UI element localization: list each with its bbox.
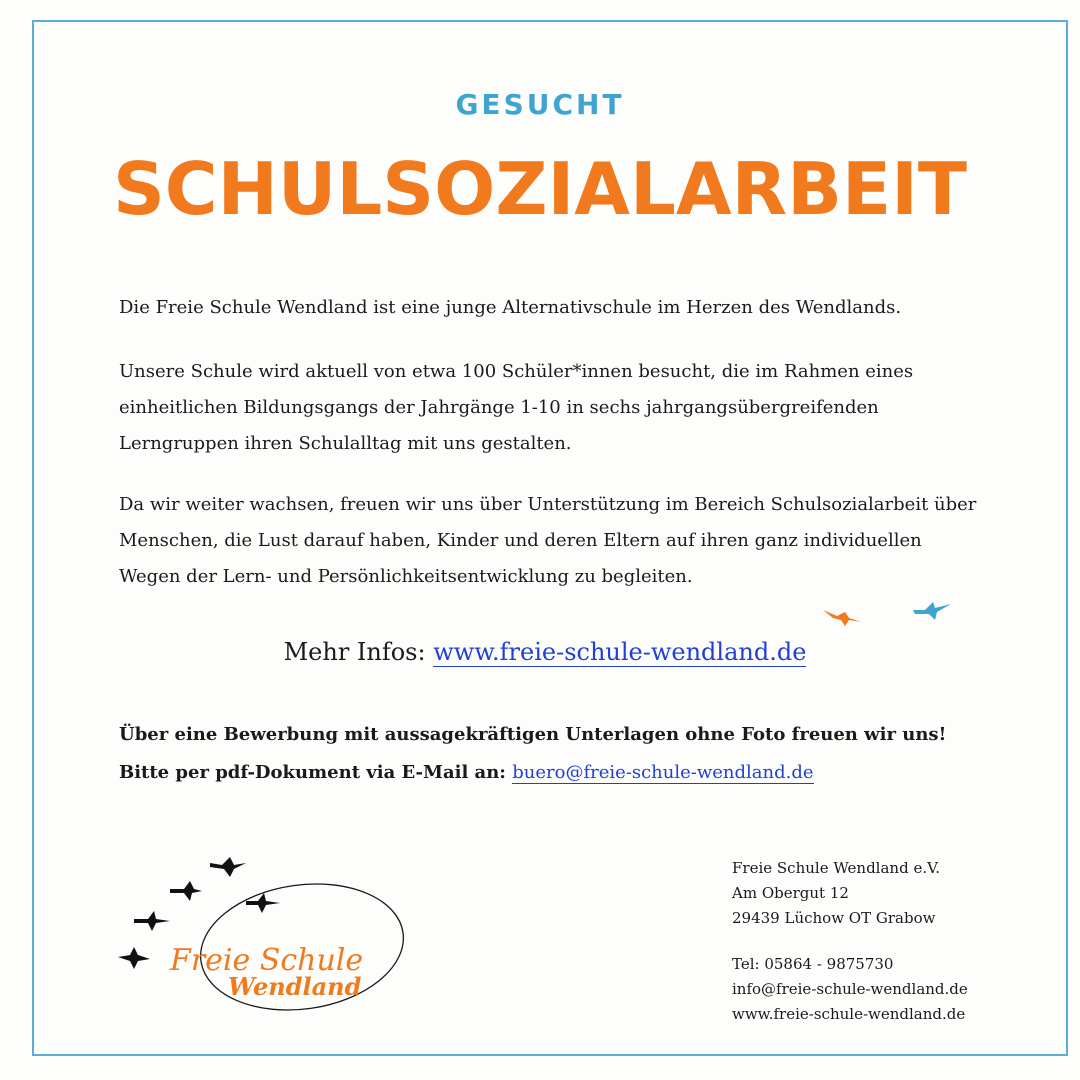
school-paragraph: Unsere Schule wird aktuell von etwa 100 Schüler*innen besucht, die im Rahmen eines einheitlichen Bildungsgangs der Jahrgänge 1-10 in sechs jahrgangsübergreifenden Lerngruppen ihren Schulalltag mit uns gestalten.: [119, 361, 914, 454]
cranes-flying-icon: [110, 845, 410, 1015]
org-name: Freie Schule Wendland e.V.: [732, 859, 941, 877]
logo-line-2: Wendland: [228, 972, 362, 1001]
more-info-label: Mehr Infos:: [283, 638, 426, 666]
application-text: Über eine Bewerbung mit aussagekräftigen Unterlagen ohne Foto freuen wir uns! Bitte per pdf-Dokument via E-Mail an:: [119, 724, 947, 783]
more-info-line: [0, 638, 1080, 666]
contact-email[interactable]: info@freie-schule-wendland.de: [732, 980, 968, 998]
school-logo: [110, 845, 410, 1015]
job-paragraph: Da wir weiter wachsen, freuen wir uns über Unterstützung im Bereich Schulsozialarbeit über Menschen, die Lust darauf haben, Kinder und deren Eltern auf ihren ganz individuellen Wegen der Lern- und Persönlichkeitsentwicklung zu begleiten.: [119, 494, 977, 587]
address-block: [732, 856, 1052, 1027]
application-note: [119, 716, 989, 792]
birds-decoration-icon: [815, 596, 960, 636]
application-email-link[interactable]: buero@freie-schule-wendland.de: [512, 762, 814, 783]
logo-line-1: Freie Schule: [170, 943, 364, 978]
page-title: SCHULSOZIALARBEIT: [112, 147, 968, 231]
intro-paragraph: Die Freie Schule Wendland ist eine junge Alternativschule im Herzen des Wendlands.: [119, 297, 902, 318]
phone-number: Tel: 05864 - 9875730: [732, 955, 894, 973]
website-link[interactable]: www.freie-schule-wendland.de: [433, 638, 807, 666]
kicker-label: GESUCHT: [455, 88, 625, 121]
street-address: Am Obergut 12: [732, 884, 849, 902]
contact-website[interactable]: www.freie-schule-wendland.de: [732, 1005, 966, 1023]
spacer: [732, 931, 1052, 952]
city-address: 29439 Lüchow OT Grabow: [732, 909, 936, 927]
